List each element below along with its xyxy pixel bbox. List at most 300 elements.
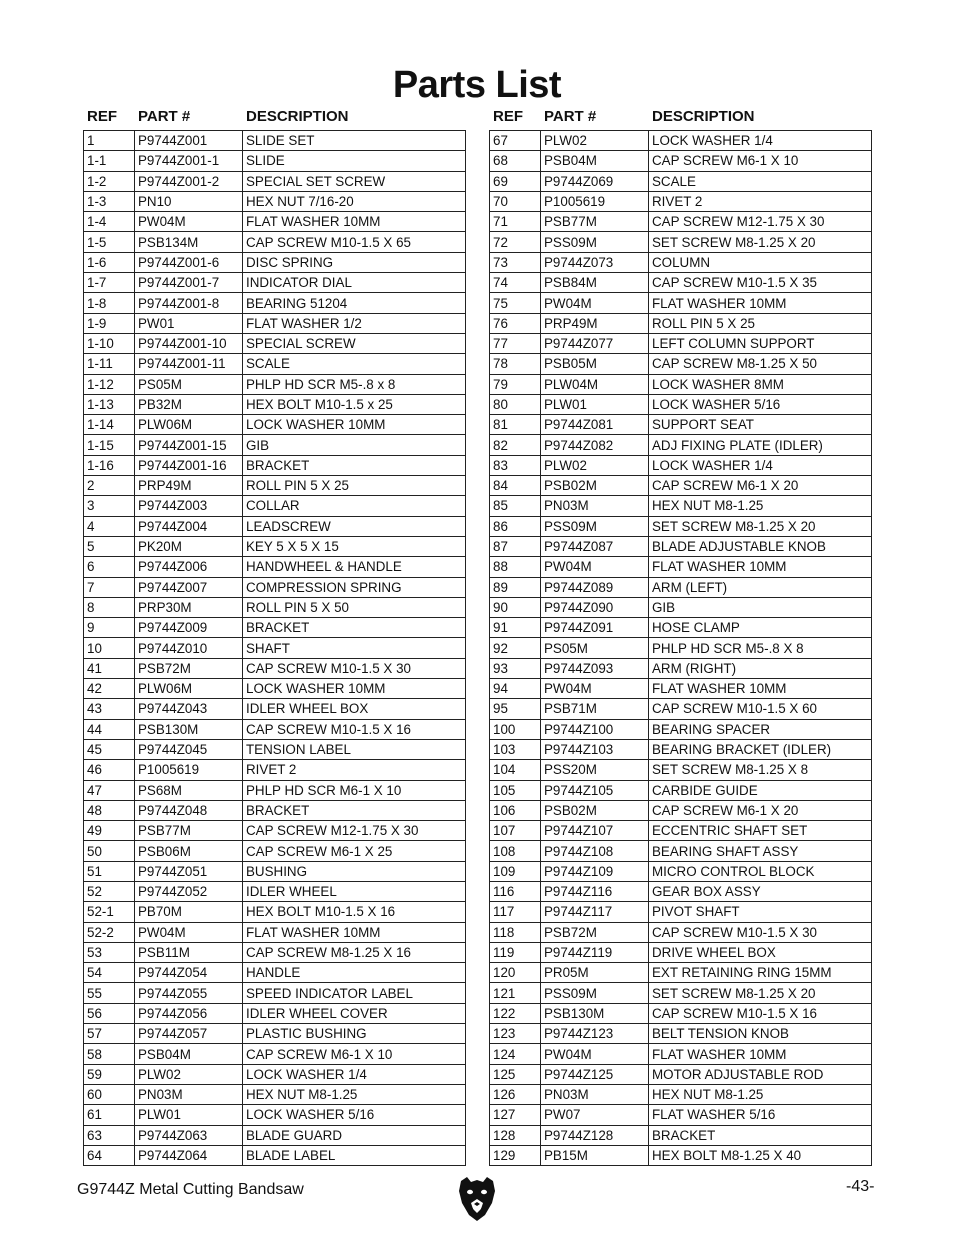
description-cell: BLADE LABEL — [243, 1145, 466, 1165]
description-cell: PHLP HD SCR M5-.8 X 8 — [649, 638, 872, 658]
table-row — [490, 800, 872, 820]
ref-cell: 7 — [84, 577, 135, 597]
ref-cell: 87 — [490, 536, 541, 556]
description-cell: CAP SCREW M6-1 X 10 — [649, 151, 872, 171]
table-row — [84, 333, 466, 353]
table-row — [84, 435, 466, 455]
part-number-cell: PSB84M — [541, 273, 649, 293]
ref-cell: 4 — [84, 516, 135, 536]
part-number-cell: P9744Z001-6 — [135, 252, 243, 272]
part-number-cell: PLW02 — [541, 131, 649, 151]
table-row — [490, 516, 872, 536]
part-number-cell: P9744Z119 — [541, 942, 649, 962]
description-cell: BEARING SPACER — [649, 719, 872, 739]
part-number-cell: PSB71M — [541, 699, 649, 719]
table-row — [490, 536, 872, 556]
part-number-cell: P9744Z010 — [135, 638, 243, 658]
part-number-cell: PW07 — [541, 1105, 649, 1125]
description-cell: BELT TENSION KNOB — [649, 1024, 872, 1044]
footer-manual-title: G9744Z Metal Cutting Bandsaw — [77, 1181, 304, 1198]
part-number-cell: PLW02 — [541, 455, 649, 475]
table-row — [490, 699, 872, 719]
table-row — [84, 374, 466, 394]
part-number-cell: P9744Z093 — [541, 658, 649, 678]
ref-cell: 1-6 — [84, 252, 135, 272]
part-number-cell: P9744Z109 — [541, 861, 649, 881]
description-cell: SET SCREW M8-1.25 X 20 — [649, 983, 872, 1003]
description-cell: FLAT WASHER 5/16 — [649, 1105, 872, 1125]
ref-cell: 1-9 — [84, 313, 135, 333]
table-row — [84, 232, 466, 252]
description-cell: FLAT WASHER 10MM — [649, 679, 872, 699]
part-number-cell: PB32M — [135, 394, 243, 414]
part-number-cell: PSB02M — [541, 476, 649, 496]
ref-cell: 119 — [490, 942, 541, 962]
ref-cell: 108 — [490, 841, 541, 861]
ref-cell: 53 — [84, 942, 135, 962]
part-number-cell: P9744Z045 — [135, 739, 243, 759]
description-cell: HEX NUT M8-1.25 — [649, 496, 872, 516]
description-cell: CAP SCREW M10-1.5 X 30 — [243, 658, 466, 678]
part-number-cell: P9744Z001-1 — [135, 151, 243, 171]
ref-cell: 2 — [84, 476, 135, 496]
description-cell: SPEED INDICATOR LABEL — [243, 983, 466, 1003]
description-cell: HEX NUT M8-1.25 — [649, 1084, 872, 1104]
description-cell: CARBIDE GUIDE — [649, 780, 872, 800]
description-cell: SPECIAL SCREW — [243, 333, 466, 353]
part-number-cell: P9744Z077 — [541, 333, 649, 353]
part-number-cell: P9744Z004 — [135, 516, 243, 536]
ref-cell: 57 — [84, 1024, 135, 1044]
part-number-cell: P9744Z108 — [541, 841, 649, 861]
table-row — [490, 333, 872, 353]
table-row — [490, 313, 872, 333]
description-cell: COLUMN — [649, 252, 872, 272]
table-row — [84, 679, 466, 699]
description-cell: SET SCREW M8-1.25 X 20 — [649, 516, 872, 536]
part-number-cell: P9744Z125 — [541, 1064, 649, 1084]
description-cell: IDLER WHEEL BOX — [243, 699, 466, 719]
description-cell: CAP SCREW M6-1 X 20 — [649, 476, 872, 496]
table-row — [490, 821, 872, 841]
description-cell: PLASTIC BUSHING — [243, 1024, 466, 1044]
description-cell: CAP SCREW M10-1.5 X 30 — [649, 922, 872, 942]
table-row — [490, 293, 872, 313]
ref-cell: 124 — [490, 1044, 541, 1064]
ref-cell: 52 — [84, 881, 135, 901]
description-cell: DISC SPRING — [243, 252, 466, 272]
ref-cell: 5 — [84, 536, 135, 556]
table-row — [84, 597, 466, 617]
description-cell: FLAT WASHER 10MM — [649, 1044, 872, 1064]
part-number-cell: PW04M — [135, 922, 243, 942]
description-cell: BRACKET — [649, 1125, 872, 1145]
ref-cell: 73 — [490, 252, 541, 272]
description-cell: SCALE — [649, 171, 872, 191]
table-row — [84, 881, 466, 901]
part-number-cell: PR05M — [541, 963, 649, 983]
description-cell: RIVET 2 — [649, 191, 872, 211]
table-row — [490, 983, 872, 1003]
part-number-cell: P9744Z105 — [541, 780, 649, 800]
ref-cell: 61 — [84, 1105, 135, 1125]
table-row — [84, 1125, 466, 1145]
part-number-cell: PSB04M — [135, 1044, 243, 1064]
ref-cell: 117 — [490, 902, 541, 922]
ref-cell: 60 — [84, 1084, 135, 1104]
part-number-cell: PS05M — [135, 374, 243, 394]
ref-cell: 128 — [490, 1125, 541, 1145]
ref-cell: 69 — [490, 171, 541, 191]
ref-cell: 67 — [490, 131, 541, 151]
description-cell: EXT RETAINING RING 15MM — [649, 963, 872, 983]
ref-cell: 91 — [490, 618, 541, 638]
ref-cell: 68 — [490, 151, 541, 171]
table-row — [84, 1064, 466, 1084]
column-header-description: DESCRIPTION — [652, 108, 755, 125]
parts-table — [489, 130, 872, 1166]
part-number-cell: P9744Z007 — [135, 577, 243, 597]
table-row — [490, 374, 872, 394]
part-number-cell: P9744Z107 — [541, 821, 649, 841]
ref-cell: 43 — [84, 699, 135, 719]
ref-cell: 88 — [490, 557, 541, 577]
ref-cell: 46 — [84, 760, 135, 780]
parts-table — [83, 130, 466, 1166]
parts-table-left — [83, 106, 465, 1166]
part-number-cell: PN03M — [135, 1084, 243, 1104]
description-cell: LOCK WASHER 8MM — [649, 374, 872, 394]
ref-cell: 94 — [490, 679, 541, 699]
table-row — [490, 902, 872, 922]
part-number-cell: P9744Z001-8 — [135, 293, 243, 313]
table-row — [84, 638, 466, 658]
ref-cell: 58 — [84, 1044, 135, 1064]
table-row — [84, 496, 466, 516]
table-row — [490, 151, 872, 171]
part-number-cell: PRP49M — [135, 476, 243, 496]
table-row — [490, 597, 872, 617]
parts-table-right — [489, 106, 871, 1166]
part-number-cell: PS05M — [541, 638, 649, 658]
table-row — [84, 273, 466, 293]
description-cell: BRACKET — [243, 618, 466, 638]
ref-cell: 48 — [84, 800, 135, 820]
table-row — [84, 171, 466, 191]
table-header — [83, 106, 465, 130]
ref-cell: 6 — [84, 557, 135, 577]
part-number-cell: PLW01 — [541, 394, 649, 414]
table-row — [490, 1105, 872, 1125]
ref-cell: 125 — [490, 1064, 541, 1084]
table-row — [84, 354, 466, 374]
ref-cell: 85 — [490, 496, 541, 516]
part-number-cell: P9744Z087 — [541, 536, 649, 556]
description-cell: LOCK WASHER 10MM — [243, 679, 466, 699]
part-number-cell: P9744Z001-2 — [135, 171, 243, 191]
table-row — [490, 1145, 872, 1165]
table-row — [490, 476, 872, 496]
description-cell: HEX NUT 7/16-20 — [243, 191, 466, 211]
part-number-cell: P9744Z100 — [541, 719, 649, 739]
part-number-cell: P9744Z056 — [135, 1003, 243, 1023]
ref-cell: 75 — [490, 293, 541, 313]
part-number-cell: PW04M — [135, 212, 243, 232]
ref-cell: 122 — [490, 1003, 541, 1023]
ref-cell: 44 — [84, 719, 135, 739]
ref-cell: 82 — [490, 435, 541, 455]
part-number-cell: PSB04M — [541, 151, 649, 171]
table-row — [84, 1145, 466, 1165]
ref-cell: 78 — [490, 354, 541, 374]
description-cell: LOCK WASHER 5/16 — [243, 1105, 466, 1125]
description-cell: CAP SCREW M10-1.5 X 35 — [649, 273, 872, 293]
description-cell: DRIVE WHEEL BOX — [649, 942, 872, 962]
part-number-cell: PSB77M — [541, 212, 649, 232]
ref-cell: 72 — [490, 232, 541, 252]
description-cell: LEADSCREW — [243, 516, 466, 536]
description-cell: INDICATOR DIAL — [243, 273, 466, 293]
ref-cell: 64 — [84, 1145, 135, 1165]
description-cell: ROLL PIN 5 X 25 — [649, 313, 872, 333]
ref-cell: 109 — [490, 861, 541, 881]
part-number-cell: P9744Z081 — [541, 415, 649, 435]
part-number-cell: P9744Z001 — [135, 131, 243, 151]
part-number-cell: P9744Z048 — [135, 800, 243, 820]
description-cell: ARM (LEFT) — [649, 577, 872, 597]
table-row — [84, 618, 466, 638]
description-cell: LOCK WASHER 1/4 — [649, 131, 872, 151]
description-cell: HEX BOLT M10-1.5 x 25 — [243, 394, 466, 414]
table-row — [84, 516, 466, 536]
ref-cell: 1-4 — [84, 212, 135, 232]
ref-cell: 42 — [84, 679, 135, 699]
table-row — [84, 313, 466, 333]
description-cell: IDLER WHEEL — [243, 881, 466, 901]
ref-cell: 1 — [84, 131, 135, 151]
ref-cell: 74 — [490, 273, 541, 293]
part-number-cell: P1005619 — [135, 760, 243, 780]
part-number-cell: P9744Z001-15 — [135, 435, 243, 455]
description-cell: SUPPORT SEAT — [649, 415, 872, 435]
ref-cell: 116 — [490, 881, 541, 901]
ref-cell: 71 — [490, 212, 541, 232]
description-cell: HANDWHEEL & HANDLE — [243, 557, 466, 577]
description-cell: LOCK WASHER 1/4 — [649, 455, 872, 475]
description-cell: CAP SCREW M10-1.5 X 65 — [243, 232, 466, 252]
ref-cell: 50 — [84, 841, 135, 861]
table-row — [84, 191, 466, 211]
ref-cell: 120 — [490, 963, 541, 983]
part-number-cell: P9744Z090 — [541, 597, 649, 617]
description-cell: BLADE GUARD — [243, 1125, 466, 1145]
table-row — [84, 1003, 466, 1023]
table-row — [84, 557, 466, 577]
ref-cell: 84 — [490, 476, 541, 496]
table-row — [490, 273, 872, 293]
description-cell: BUSHING — [243, 861, 466, 881]
ref-cell: 10 — [84, 638, 135, 658]
description-cell: SPECIAL SET SCREW — [243, 171, 466, 191]
description-cell: FLAT WASHER 10MM — [243, 212, 466, 232]
description-cell: BRACKET — [243, 800, 466, 820]
description-cell: BRACKET — [243, 455, 466, 475]
description-cell: FLAT WASHER 10MM — [243, 922, 466, 942]
table-row — [84, 983, 466, 1003]
description-cell: LEFT COLUMN SUPPORT — [649, 333, 872, 353]
table-row — [490, 1003, 872, 1023]
table-row — [490, 719, 872, 739]
ref-cell: 9 — [84, 618, 135, 638]
page-title: Parts List — [392, 64, 562, 106]
part-number-cell: PLW06M — [135, 679, 243, 699]
table-row — [490, 881, 872, 901]
table-row — [84, 252, 466, 272]
description-cell: HEX BOLT M10-1.5 X 16 — [243, 902, 466, 922]
ref-cell: 1-13 — [84, 394, 135, 414]
description-cell: MOTOR ADJUSTABLE ROD — [649, 1064, 872, 1084]
description-cell: SHAFT — [243, 638, 466, 658]
ref-cell: 1-1 — [84, 151, 135, 171]
ref-cell: 77 — [490, 333, 541, 353]
ref-cell: 59 — [84, 1064, 135, 1084]
table-row — [84, 841, 466, 861]
table-row — [84, 476, 466, 496]
ref-cell: 100 — [490, 719, 541, 739]
column-header-part: PART # — [544, 108, 597, 125]
ref-cell: 81 — [490, 415, 541, 435]
ref-cell: 90 — [490, 597, 541, 617]
table-row — [490, 1084, 872, 1104]
ref-cell: 129 — [490, 1145, 541, 1165]
part-number-cell: PB15M — [541, 1145, 649, 1165]
description-cell: GEAR BOX ASSY — [649, 881, 872, 901]
table-row — [84, 658, 466, 678]
part-number-cell: PSS09M — [541, 232, 649, 252]
part-number-cell: PLW06M — [135, 415, 243, 435]
ref-cell: 126 — [490, 1084, 541, 1104]
description-cell: BEARING 51204 — [243, 293, 466, 313]
table-row — [84, 739, 466, 759]
description-cell: ROLL PIN 5 X 50 — [243, 597, 466, 617]
description-cell: IDLER WHEEL COVER — [243, 1003, 466, 1023]
table-row — [490, 354, 872, 374]
part-number-cell: PSB72M — [541, 922, 649, 942]
column-header-description: DESCRIPTION — [246, 108, 349, 125]
part-number-cell: PK20M — [135, 536, 243, 556]
description-cell: ADJ FIXING PLATE (IDLER) — [649, 435, 872, 455]
description-cell: ARM (RIGHT) — [649, 658, 872, 678]
table-row — [490, 394, 872, 414]
ref-cell: 106 — [490, 800, 541, 820]
ref-cell: 8 — [84, 597, 135, 617]
table-row — [84, 942, 466, 962]
table-row — [490, 861, 872, 881]
description-cell: CAP SCREW M10-1.5 X 60 — [649, 699, 872, 719]
description-cell: HEX BOLT M8-1.25 X 40 — [649, 1145, 872, 1165]
part-number-cell: PSB130M — [541, 1003, 649, 1023]
table-row — [84, 577, 466, 597]
table-row — [84, 861, 466, 881]
column-header-ref: REF — [493, 108, 523, 125]
table-row — [84, 719, 466, 739]
part-number-cell: P9744Z001-11 — [135, 354, 243, 374]
description-cell: SCALE — [243, 354, 466, 374]
ref-cell: 123 — [490, 1024, 541, 1044]
part-number-cell: P9744Z043 — [135, 699, 243, 719]
part-number-cell: P9744Z117 — [541, 902, 649, 922]
part-number-cell: P9744Z082 — [541, 435, 649, 455]
ref-cell: 1-11 — [84, 354, 135, 374]
ref-cell: 52-2 — [84, 922, 135, 942]
ref-cell: 45 — [84, 739, 135, 759]
ref-cell: 105 — [490, 780, 541, 800]
table-row — [84, 293, 466, 313]
table-row — [490, 212, 872, 232]
table-row — [84, 415, 466, 435]
table-row — [84, 455, 466, 475]
table-row — [84, 821, 466, 841]
part-number-cell: P9744Z063 — [135, 1125, 243, 1145]
table-row — [490, 963, 872, 983]
description-cell: BEARING BRACKET (IDLER) — [649, 739, 872, 759]
ref-cell: 92 — [490, 638, 541, 658]
table-row — [490, 252, 872, 272]
table-row — [84, 800, 466, 820]
part-number-cell: PLW01 — [135, 1105, 243, 1125]
table-row — [84, 780, 466, 800]
part-number-cell: P9744Z069 — [541, 171, 649, 191]
ref-cell: 127 — [490, 1105, 541, 1125]
ref-cell: 47 — [84, 780, 135, 800]
description-cell: PHLP HD SCR M6-1 X 10 — [243, 780, 466, 800]
table-row — [490, 942, 872, 962]
ref-cell: 63 — [84, 1125, 135, 1145]
part-number-cell: PN10 — [135, 191, 243, 211]
ref-cell: 95 — [490, 699, 541, 719]
ref-cell: 54 — [84, 963, 135, 983]
part-number-cell: P1005619 — [541, 191, 649, 211]
table-row — [490, 618, 872, 638]
description-cell: TENSION LABEL — [243, 739, 466, 759]
part-number-cell: PSS20M — [541, 760, 649, 780]
part-number-cell: PSB72M — [135, 658, 243, 678]
table-row — [490, 780, 872, 800]
part-number-cell: PS68M — [135, 780, 243, 800]
part-number-cell: PW04M — [541, 679, 649, 699]
table-row — [490, 1044, 872, 1064]
table-row — [490, 455, 872, 475]
part-number-cell: PSB02M — [541, 800, 649, 820]
table-row — [490, 841, 872, 861]
column-header-part: PART # — [138, 108, 191, 125]
description-cell: CAP SCREW M8-1.25 X 50 — [649, 354, 872, 374]
part-number-cell: P9744Z001-10 — [135, 333, 243, 353]
ref-cell: 93 — [490, 658, 541, 678]
part-number-cell: PB70M — [135, 902, 243, 922]
ref-cell: 1-8 — [84, 293, 135, 313]
part-number-cell: P9744Z009 — [135, 618, 243, 638]
table-row — [490, 232, 872, 252]
table-row — [490, 171, 872, 191]
part-number-cell: P9744Z001-16 — [135, 455, 243, 475]
description-cell: COLLAR — [243, 496, 466, 516]
ref-cell: 1-12 — [84, 374, 135, 394]
part-number-cell: PSB77M — [135, 821, 243, 841]
description-cell: CAP SCREW M10-1.5 X 16 — [243, 719, 466, 739]
description-cell: CAP SCREW M6-1 X 25 — [243, 841, 466, 861]
description-cell: KEY 5 X 5 X 15 — [243, 536, 466, 556]
